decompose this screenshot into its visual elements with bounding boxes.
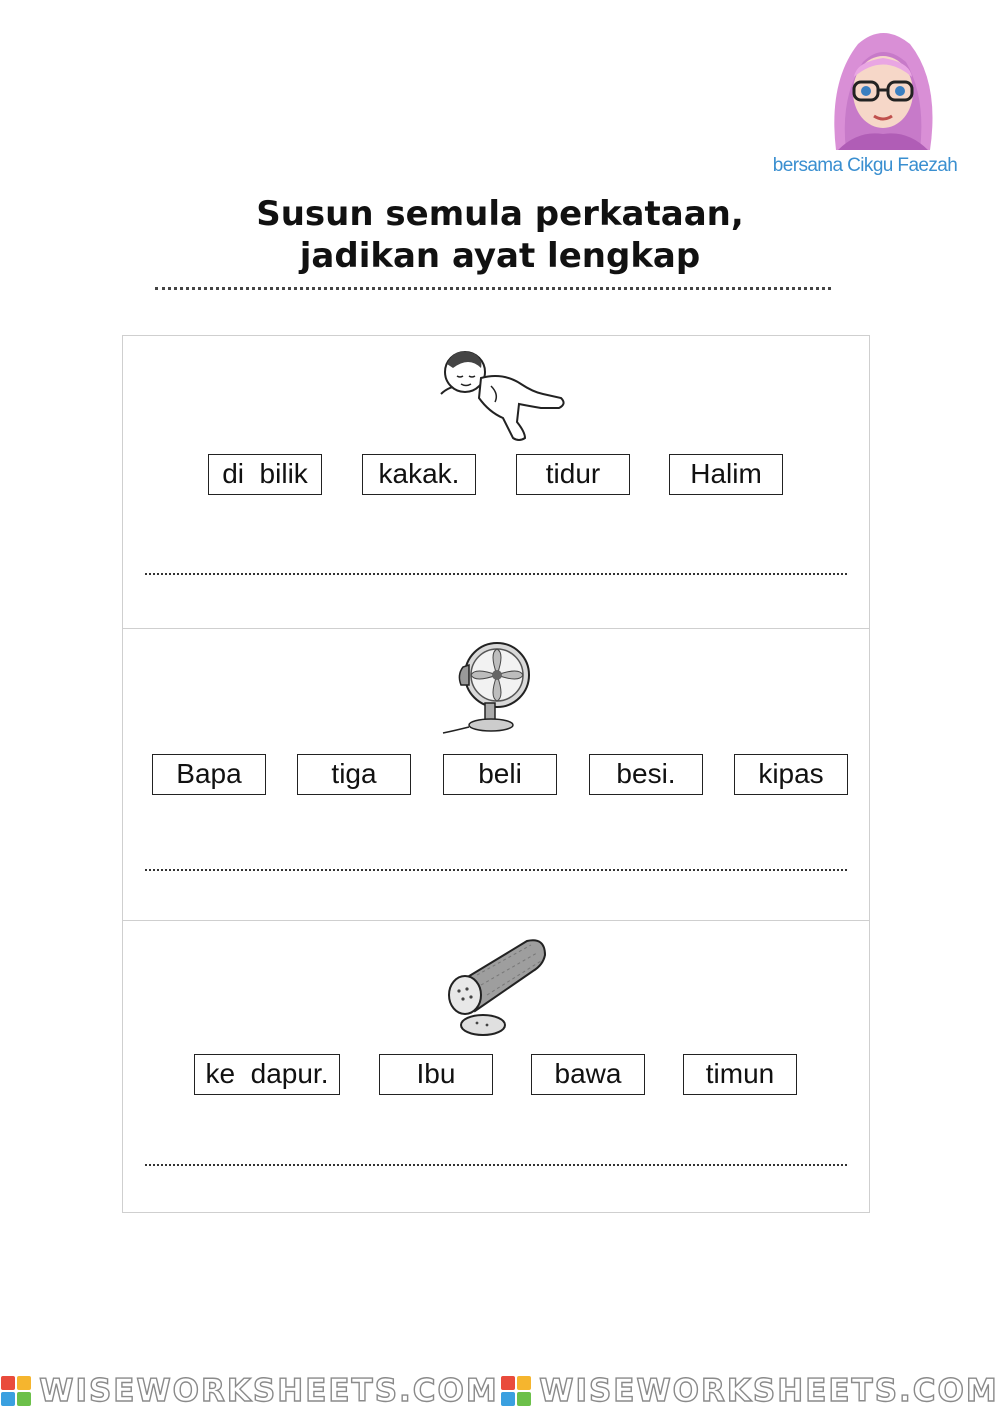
word-card[interactable]: tidur [516,454,630,495]
cucumber-icon [441,935,551,1041]
word-card[interactable]: Halim [669,454,783,495]
brand-logo-icon [501,1376,531,1406]
brand-chunk [501,1373,999,1409]
page-title [150,193,850,277]
word-card[interactable]: kipas [734,754,848,795]
brand-logo-icon [1,1376,31,1406]
teacher-avatar-icon [818,22,948,150]
answer-line-3[interactable] [145,1164,847,1166]
word-card[interactable]: beli [443,754,557,795]
word-card[interactable]: Ibu [379,1054,493,1095]
brand-chunk [1,1373,499,1409]
word-card[interactable]: tiga [297,754,411,795]
word-card[interactable]: besi. [589,754,703,795]
sleeping-boy-icon [433,342,573,446]
word-card[interactable]: timun [683,1054,797,1095]
brand-text: WISEWORKSHEETS.COM [39,1372,499,1409]
byline: bersama Cikgu Faezah [772,155,958,176]
word-card[interactable]: Bapa [152,754,266,795]
word-card[interactable]: kakak. [362,454,476,495]
footer-watermark [0,1368,1000,1413]
title-line-2: jadikan ayat lengkap [299,236,701,276]
title-line-1: Susun semula perkataan, [256,194,744,234]
word-card[interactable]: di bilik [208,454,322,495]
brand-text: WISEWORKSHEETS.COM [539,1372,999,1409]
word-card[interactable]: ke dapur. [194,1054,340,1095]
answer-line-1[interactable] [145,573,847,575]
word-card[interactable]: bawa [531,1054,645,1095]
electric-fan-icon [439,637,535,737]
answer-line-2[interactable] [145,869,847,871]
title-divider [155,287,831,290]
